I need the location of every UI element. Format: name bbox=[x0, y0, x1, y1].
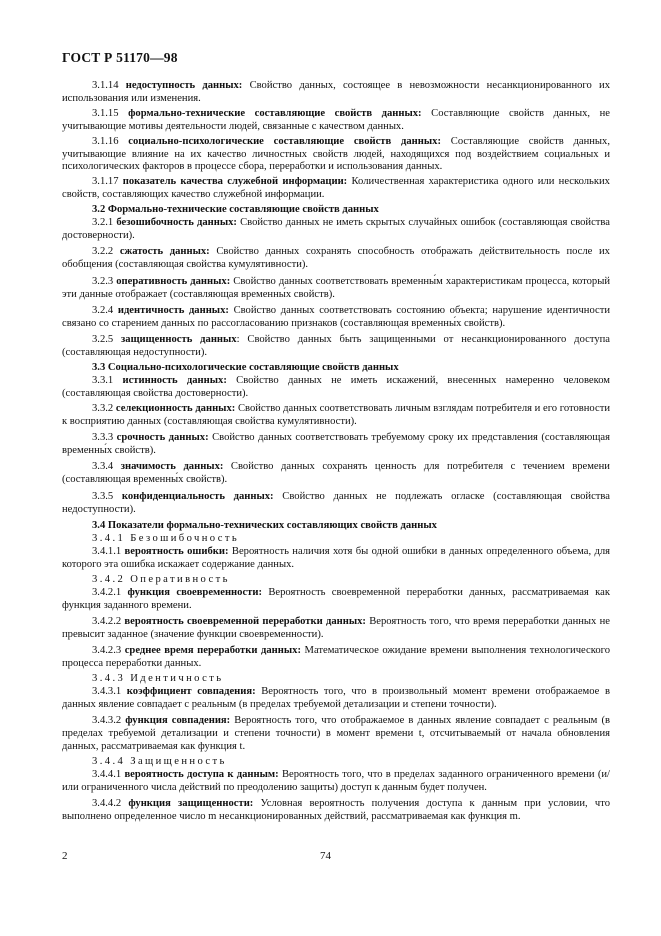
defined-term: срочность данных: bbox=[116, 432, 209, 444]
subsection-heading: 3.4.4 Защищенность bbox=[92, 756, 227, 767]
definition-paragraph bbox=[62, 461, 610, 487]
defined-term: недоступность данных: bbox=[125, 80, 243, 91]
definition-text: Свойство данных не подлежать огласке (составляющая свойства недоступности). bbox=[62, 490, 610, 515]
subsection-heading: 3.4.2 Оперативность bbox=[92, 573, 230, 585]
definition-paragraph bbox=[62, 276, 610, 302]
defined-term: вероятность доступа к данным: bbox=[124, 768, 279, 780]
clause-number: 3.4.2.2 bbox=[92, 615, 122, 627]
clause-number: 3.4.2.1 bbox=[92, 586, 122, 598]
section-heading: 3.3 Социально-психологические составляющие свойств данных bbox=[92, 362, 399, 374]
clause-number: 3.4.2.3 bbox=[92, 645, 122, 657]
clause-number: 3.1.15 bbox=[92, 107, 119, 119]
definition-paragraph bbox=[62, 769, 610, 795]
clause-number: 3.3.1 bbox=[92, 375, 114, 387]
defined-term: функция защищенности: bbox=[128, 798, 254, 810]
definition-text: : Свойство данных быть защищенными от несанкционированного доступа (составляющая недоступности). bbox=[62, 334, 610, 359]
clause-number: 3.3.4 bbox=[92, 461, 114, 473]
definition-paragraph bbox=[62, 645, 610, 671]
defined-term: оперативность данных: bbox=[116, 275, 231, 287]
clause-number: 3.4.3.2 bbox=[92, 715, 122, 727]
clause-number: 3.4.4.2 bbox=[92, 798, 122, 810]
defined-term: функция своевременности: bbox=[127, 586, 262, 598]
definition-paragraph bbox=[62, 491, 610, 517]
clause-number: 3.2.2 bbox=[92, 246, 114, 258]
definition-paragraph bbox=[62, 546, 610, 572]
definition-paragraph bbox=[62, 136, 610, 175]
subsection-heading: 3.4.1 Безошибочность bbox=[92, 533, 240, 544]
defined-term: истинность данных: bbox=[122, 375, 227, 387]
definition-paragraph bbox=[62, 334, 610, 360]
defined-term: показатель качества служебной информации: bbox=[122, 176, 348, 188]
definition-text: Свойство данных не иметь скрытых случайных ошибок (составляющая свойства достоверности). bbox=[62, 217, 610, 241]
clause-number: 3.4.3.1 bbox=[92, 685, 122, 697]
definition-text: Вероятность того, что в произвольный момент времени отображаемое в данных явление совпадает с реальным (в пределах требуемой детализации и степени точности). bbox=[62, 685, 610, 710]
clause-number: 3.2.1 bbox=[92, 217, 114, 229]
clause-number: 3.2.5 bbox=[92, 334, 114, 346]
defined-term: социально-психологические составляющие свойств данных: bbox=[128, 135, 441, 147]
defined-term: функция совпадения: bbox=[125, 715, 231, 727]
clause-number: 3.4.1.1 bbox=[92, 545, 122, 557]
defined-term: коэффициент совпадения: bbox=[126, 685, 256, 697]
clause-number: 3.2.4 bbox=[92, 305, 114, 316]
definition-text: Вероятность того, что отображаемое в данных явление совпадает с реальным (в пределах требуемой детализации и степени точности) в момент времени t, отсчитываемый от начала обновления данных, рассматриваемая как функция t. bbox=[62, 715, 610, 753]
clause-number: 3.3.2 bbox=[92, 402, 114, 414]
clause-number: 3.2.3 bbox=[92, 275, 114, 287]
definition-paragraph bbox=[62, 176, 610, 202]
definition-text: Вероятность того, что в пределах заданного ограниченного времени (и/или ограниченного числа действий по преодолению защиты) доступ к данным будет получен. bbox=[62, 768, 610, 793]
definition-text: Свойство данных соответствовать личным взглядам потребителя и его готовности к восприятию данных (составляющая свойства кумулятивности). bbox=[62, 402, 610, 427]
definition-text: Вероятность своевременной переработки данных, рассматриваемая как функция заданного времени. bbox=[62, 586, 610, 611]
defined-term: значимость данных: bbox=[120, 461, 224, 473]
definition-text: Условная вероятность получения доступа к данным при условии, что выполнено определенное число m несанкционированных действий, рассматриваемая как функция m. bbox=[62, 798, 610, 823]
definition-text: Свойство данных, состоящее в невозможности несанкционированного их использования или изменения. bbox=[62, 80, 610, 104]
definition-paragraph bbox=[62, 403, 610, 429]
definition-text: Вероятность наличия хотя бы одной ошибки в данных определенного объема, для которого эта ошибка искажает содержание данных. bbox=[62, 545, 611, 570]
document-body bbox=[62, 80, 610, 826]
defined-term: вероятность ошибки: bbox=[124, 545, 229, 557]
definition-text: Свойство данных не иметь искажений, внесенных намеренно человеком (составляющая свойства достоверности). bbox=[62, 375, 611, 399]
clause-number: 3.4.4.1 bbox=[92, 768, 122, 780]
definition-text: Свойство данных соответствовать временны́м характеристикам процесса, который эти данные отображает (составляющая временны́х свойств). bbox=[62, 275, 610, 300]
defined-term: формально-технические составляющие свойств данных: bbox=[128, 107, 422, 119]
clause-number: 3.3.3 bbox=[92, 432, 114, 444]
defined-term: среднее время переработки данных: bbox=[124, 645, 301, 657]
definition-text: Составляющие свойств данных, не учитывающие мотивы деятельности людей, связанные с качеством данных. bbox=[62, 107, 610, 132]
definition-paragraph bbox=[62, 80, 610, 106]
definition-paragraph bbox=[62, 715, 610, 754]
sheet-number: 74 bbox=[320, 850, 331, 862]
definition-text: Вероятность того, что время переработки данных не превысит заданное (значение функции своевременности). bbox=[62, 615, 610, 640]
definition-text: Математическое ожидание времени выполнения технологического процесса переработки данных. bbox=[62, 645, 610, 670]
clause-number: 3.3.5 bbox=[92, 490, 114, 502]
definition-text: Свойство данных сохранять способность отображать действительность после их обобщения (составляющая свойства кумулятивности). bbox=[62, 246, 610, 271]
definition-paragraph bbox=[62, 798, 610, 824]
defined-term: конфиденциальность данных: bbox=[121, 490, 274, 502]
document-header: ГОСТ Р 51170—98 bbox=[62, 50, 178, 65]
definition-paragraph bbox=[62, 686, 610, 712]
definition-paragraph bbox=[62, 587, 610, 613]
definition-paragraph bbox=[62, 432, 610, 458]
defined-term: сжатость данных: bbox=[119, 246, 210, 258]
definition-paragraph bbox=[62, 246, 610, 272]
defined-term: идентичность данных: bbox=[117, 305, 229, 316]
definition-text: Свойство данных сохранять ценность для потребителя с течением времени (составляющая временны́х свойств). bbox=[62, 461, 610, 486]
definition-text: Свойство данных соответствовать требуемому сроку их представления (составляющая временны́х свойств). bbox=[62, 432, 610, 457]
section-heading: 3.2 Формально-технические составляющие свойств данных bbox=[92, 204, 379, 216]
clause-number: 3.1.16 bbox=[92, 135, 119, 147]
definition-paragraph bbox=[62, 217, 610, 243]
definition-text: Количественная характеристика одного или нескольких свойств, составляющих качество служебной информации. bbox=[62, 176, 610, 201]
definition-paragraph bbox=[62, 108, 610, 134]
defined-term: безошибочность данных: bbox=[116, 217, 237, 229]
subsection-heading: 3.4.3 Идентичность bbox=[92, 673, 224, 685]
clause-number: 3.1.17 bbox=[92, 176, 119, 188]
clause-number: 3.1.14 bbox=[92, 80, 119, 91]
definition-paragraph bbox=[62, 375, 610, 401]
defined-term: защищенность данных bbox=[121, 334, 237, 346]
definition-paragraph bbox=[62, 616, 610, 642]
definition-text: Составляющие свойств данных, учитывающие влияние на их качество личностных свойств людей, находящихся под воздействием социальных и психологических факторов в процессе сбора, переработки и использования данных. bbox=[62, 135, 610, 173]
definition-text: Свойство данных соответствовать состоянию объекта; нарушение идентичности связано со старением данных по рассогласованию признаков (составляющая временны́х свойств). bbox=[62, 305, 611, 329]
definition-paragraph bbox=[62, 305, 610, 331]
defined-term: селекционность данных: bbox=[115, 402, 236, 414]
defined-term: вероятность своевременной переработки данных: bbox=[124, 615, 366, 627]
section-heading: 3.4 Показатели формально-технических составляющих свойств данных bbox=[92, 520, 437, 532]
page-number: 2 bbox=[62, 850, 68, 862]
